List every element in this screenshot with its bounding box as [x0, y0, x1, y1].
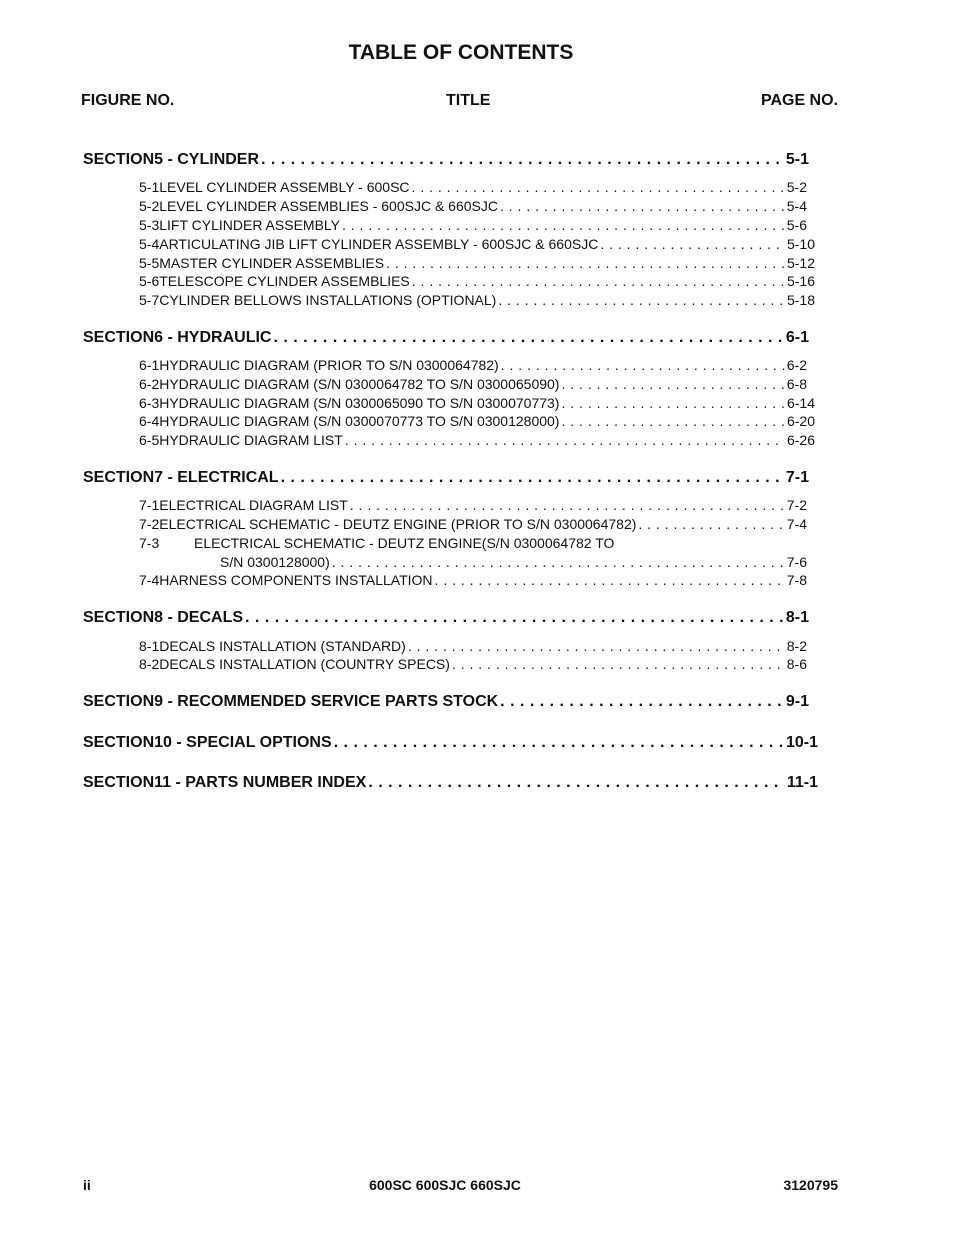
section-name: 7 - ELECTRICAL: [154, 469, 279, 486]
section-label: SECTION: [83, 329, 155, 346]
figure-number: 7-2: [139, 516, 160, 532]
figure-title: HYDRAULIC DIAGRAM (S/N 0300070773 TO S/N 0300128000): [159, 413, 560, 429]
section-row[interactable]: [83, 329, 809, 351]
section-row[interactable]: [83, 151, 809, 173]
figure-row[interactable]: [139, 516, 807, 535]
figure-title: HYDRAULIC DIAGRAM LIST: [159, 432, 343, 448]
figure-title: MASTER CYLINDER ASSEMBLIES: [159, 255, 385, 271]
dot-leader: [332, 554, 785, 570]
section-page: 11-1: [786, 774, 818, 791]
dot-leader: [342, 217, 785, 233]
dot-leader: [452, 656, 785, 672]
figure-page: 5-18: [786, 292, 815, 308]
footer-page-number: ii: [83, 1177, 91, 1193]
section-name: 11 - PARTS NUMBER INDEX: [154, 774, 367, 791]
figure-row[interactable]: [139, 535, 807, 554]
section-row[interactable]: [83, 469, 809, 491]
figure-number: 5-6: [139, 273, 160, 289]
figure-number: 6-2: [139, 376, 160, 392]
header-title: TITLE: [446, 92, 491, 109]
figure-page: 6-8: [786, 376, 807, 392]
figure-number: 5-7: [139, 292, 160, 308]
figure-row[interactable]: [139, 376, 807, 395]
figure-title: CYLINDER BELLOWS INSTALLATIONS (OPTIONAL): [159, 292, 497, 308]
figure-number: 5-3: [139, 217, 160, 233]
dot-leader: [435, 572, 785, 588]
figure-row[interactable]: [139, 432, 815, 451]
figure-row[interactable]: [139, 273, 815, 292]
section-name: 9 - RECOMMENDED SERVICE PARTS STOCK: [154, 693, 499, 710]
dot-leader: [501, 357, 785, 373]
figure-title: DECALS INSTALLATION (COUNTRY SPECS): [159, 656, 450, 672]
dot-leader: [345, 432, 785, 448]
figure-page: 5-4: [786, 198, 807, 214]
figure-row[interactable]: [139, 572, 807, 591]
figure-row[interactable]: [139, 497, 807, 516]
figure-number: 6-4: [139, 413, 160, 429]
dot-leader: [412, 179, 785, 195]
section-page: 7-1: [785, 469, 809, 486]
figure-number: 5-4: [139, 236, 160, 252]
section-name: 10 - SPECIAL OPTIONS: [154, 734, 332, 751]
section-row[interactable]: [83, 693, 809, 715]
dot-leader: [638, 516, 784, 532]
figure-row[interactable]: [139, 179, 807, 198]
figure-page: 8-2: [786, 638, 807, 654]
figure-number: 7-1: [139, 497, 160, 513]
dot-leader: [500, 198, 785, 214]
figure-page: 5-16: [786, 273, 815, 289]
figure-row[interactable]: [139, 395, 815, 414]
section-row[interactable]: [83, 774, 818, 796]
figure-title: ELECTRICAL SCHEMATIC - DEUTZ ENGINE(S/N 0300064782 TO: [194, 535, 615, 551]
figure-title: HYDRAULIC DIAGRAM (S/N 0300064782 TO S/N 0300065090): [159, 376, 560, 392]
figure-row-continuation[interactable]: [220, 554, 807, 573]
dot-leader: [350, 497, 785, 513]
figure-title: TELESCOPE CYLINDER ASSEMBLIES: [159, 273, 410, 289]
section-page: 8-1: [785, 609, 809, 626]
figure-number: 5-2: [139, 198, 160, 214]
section-name: 8 - DECALS: [154, 609, 244, 626]
section-label: SECTION: [83, 151, 155, 168]
dot-leader: [500, 693, 784, 711]
header-figure-no: FIGURE NO.: [81, 92, 175, 109]
figure-row[interactable]: [139, 638, 807, 657]
section-page: 6-1: [785, 329, 809, 346]
dot-leader: [245, 609, 784, 627]
section-name: 5 - CYLINDER: [154, 151, 260, 168]
figure-title: HARNESS COMPONENTS INSTALLATION: [159, 572, 433, 588]
section-label: SECTION: [83, 774, 155, 791]
dot-leader: [408, 638, 785, 654]
figure-number: 8-1: [139, 638, 160, 654]
figure-page: 7-8: [786, 572, 807, 588]
figure-title: HYDRAULIC DIAGRAM (S/N 0300065090 TO S/N 0300070773): [159, 395, 560, 411]
section-page: 10-1: [785, 734, 818, 751]
figure-page: 5-2: [786, 179, 807, 195]
section-label: SECTION: [83, 693, 155, 710]
dot-leader: [561, 413, 784, 429]
header-page-no: PAGE NO.: [760, 92, 838, 109]
figure-page: 5-6: [786, 217, 807, 233]
figure-row[interactable]: [139, 357, 807, 376]
figure-row[interactable]: [139, 292, 815, 311]
figure-row[interactable]: [139, 198, 807, 217]
dot-leader: [368, 774, 785, 792]
section-label: SECTION: [83, 609, 155, 626]
figure-row[interactable]: [139, 217, 807, 236]
figure-page: 7-2: [786, 497, 807, 513]
figure-number: 6-3: [139, 395, 160, 411]
figure-title: LIFT CYLINDER ASSEMBLY: [159, 217, 340, 233]
section-name: 6 - HYDRAULIC: [154, 329, 272, 346]
figure-number: 8-2: [139, 656, 160, 672]
figure-number: 6-5: [139, 432, 160, 448]
dot-leader: [561, 376, 784, 392]
figure-title: LEVEL CYLINDER ASSEMBLY - 600SC: [159, 179, 410, 195]
footer-model: 600SC 600SJC 660SJC: [369, 1177, 521, 1193]
figure-number: 7-4: [139, 572, 160, 588]
figure-page: 6-2: [786, 357, 807, 373]
figure-title: DECALS INSTALLATION (STANDARD): [159, 638, 406, 654]
figure-row[interactable]: [139, 236, 815, 255]
figure-number: 6-1: [139, 357, 160, 373]
dot-leader: [498, 292, 785, 308]
figure-number: 7-3: [139, 535, 160, 551]
figure-page: 6-20: [786, 413, 815, 429]
section-label: SECTION: [83, 469, 155, 486]
figure-title: HYDRAULIC DIAGRAM (PRIOR TO S/N 0300064782): [159, 357, 499, 373]
page-title: TABLE OF CONTENTS: [348, 41, 574, 64]
section-row[interactable]: [83, 734, 818, 756]
figure-title: LEVEL CYLINDER ASSEMBLIES - 600SJC & 660SJC: [159, 198, 498, 214]
figure-page: 6-26: [786, 432, 815, 448]
dot-leader: [261, 151, 784, 169]
figure-page: 8-6: [786, 656, 807, 672]
figure-title: ELECTRICAL SCHEMATIC - DEUTZ ENGINE (PRIOR TO S/N 0300064782): [159, 516, 637, 532]
section-page: 5-1: [785, 151, 809, 168]
section-page: 9-1: [785, 693, 809, 710]
figure-row[interactable]: [139, 656, 807, 675]
figure-number: 5-1: [139, 179, 160, 195]
figure-title: ELECTRICAL DIAGRAM LIST: [159, 497, 348, 513]
footer-doc-number: 3120795: [783, 1177, 838, 1193]
figure-title: ARTICULATING JIB LIFT CYLINDER ASSEMBLY - 600SJC & 660SJC: [159, 236, 599, 252]
section-label: SECTION: [83, 734, 155, 751]
figure-page: 7-4: [786, 516, 807, 532]
figure-page: 5-10: [786, 236, 815, 252]
figure-page: 7-6: [786, 554, 807, 570]
dot-leader: [334, 734, 784, 752]
figure-page: 6-14: [786, 395, 815, 411]
figure-row[interactable]: [139, 413, 815, 432]
section-row[interactable]: [83, 609, 809, 631]
figure-row[interactable]: [139, 255, 815, 274]
dot-leader: [273, 329, 783, 347]
figure-title-continuation: S/N 0300128000): [220, 554, 330, 570]
figure-page: 5-12: [786, 255, 815, 271]
figure-number: 5-5: [139, 255, 160, 271]
dot-leader: [281, 469, 784, 487]
dot-leader: [386, 255, 785, 271]
dot-leader: [561, 395, 784, 411]
dot-leader: [600, 236, 785, 252]
dot-leader: [412, 273, 785, 289]
